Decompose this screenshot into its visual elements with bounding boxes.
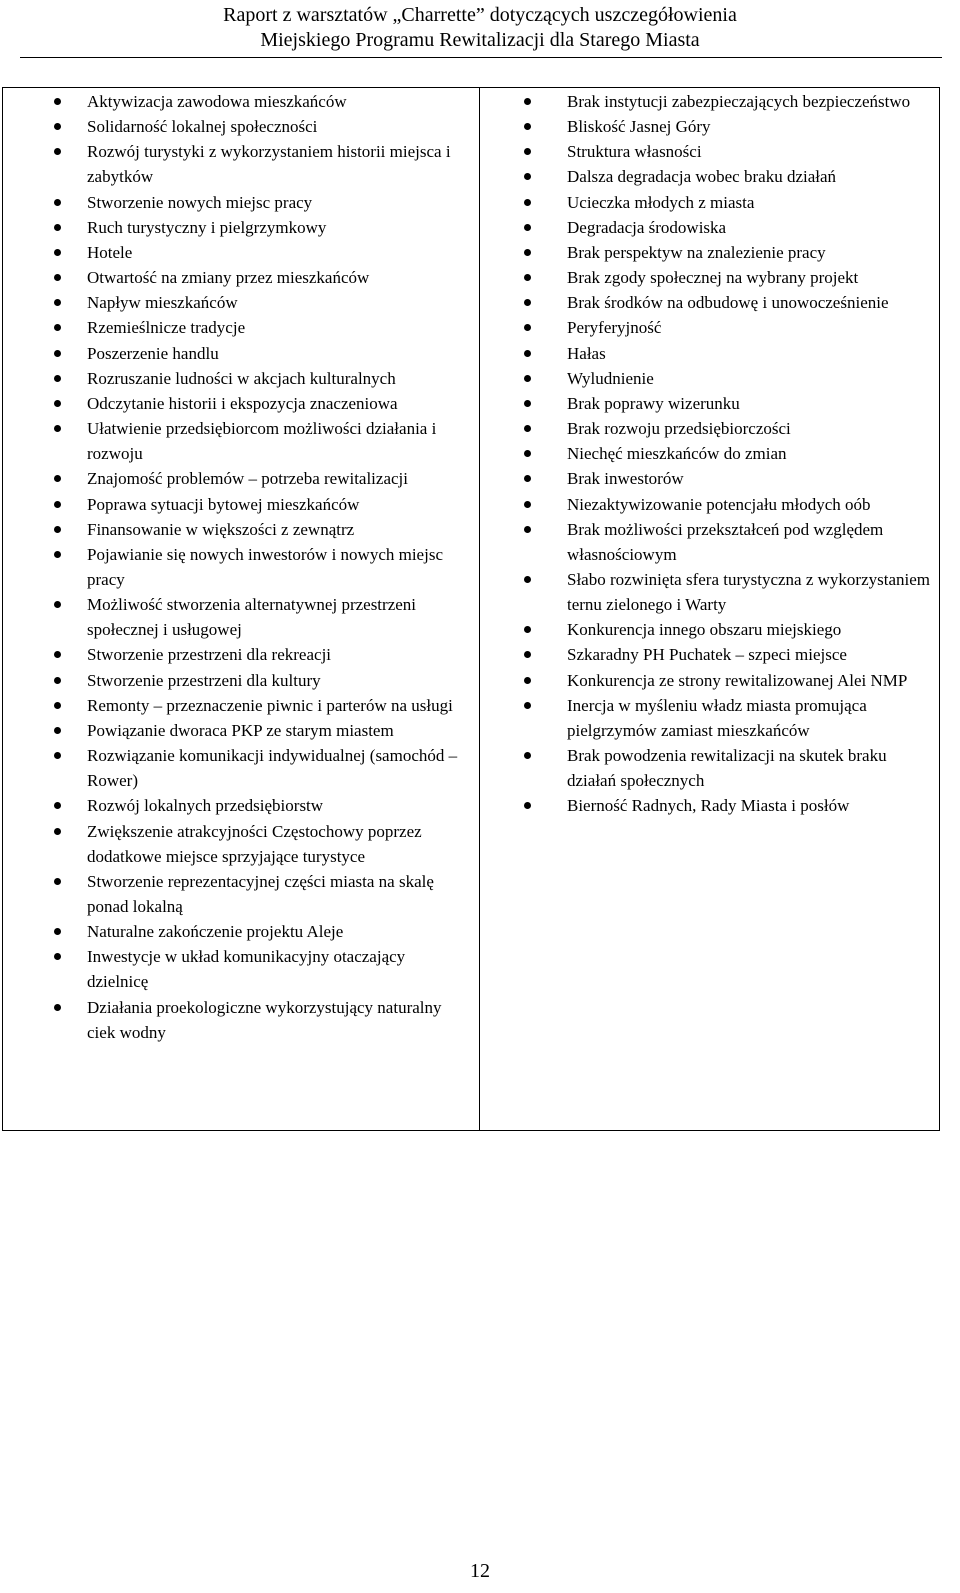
opportunity-item [3, 693, 477, 718]
list-item-text: Brak rozwoju przedsiębiorczości [567, 419, 791, 439]
bullet-icon [524, 324, 531, 331]
list-item-text: Słabo rozwinięta sfera turystyczna z wykorzystaniem ternu zielonego i Warty [567, 569, 931, 615]
bullet-icon [524, 148, 531, 155]
bullet-icon [54, 475, 61, 482]
bullet-icon [524, 475, 531, 482]
bullet-icon [524, 425, 531, 432]
threat-item [481, 416, 939, 441]
opportunity-item [3, 265, 477, 290]
threat-item [481, 492, 939, 517]
list-item-text: Powiązanie dworaca PKP ze starym miastem [87, 720, 394, 740]
threats-list [481, 88, 939, 819]
list-item-text: Naturalne zakończenie projektu Aleje [87, 922, 344, 942]
list-item-text: Hotele [87, 242, 133, 262]
threat-item [481, 517, 939, 567]
opportunity-item [3, 341, 477, 366]
bullet-icon [524, 450, 531, 457]
list-item-text: Pojawianie się nowych inwestorów i nowych miejsc pracy [87, 544, 443, 589]
opportunity-item [3, 919, 477, 944]
list-item-text: Znajomość problemów – potrzeba rewitalizacji [87, 469, 408, 489]
bullet-icon [524, 651, 531, 658]
list-item-text: Finansowanie w większości z zewnątrz [87, 519, 355, 539]
threat-item [481, 441, 939, 466]
list-item-text: Bierność Radnych, Rady Miasta i posłów [567, 796, 850, 816]
list-item-text: Ucieczka młodych z miasta [567, 192, 755, 212]
opportunity-item [3, 240, 477, 265]
bullet-icon [54, 526, 61, 533]
list-item-text: Rozwiązanie komunikacji indywidualnej (samochód – Rower) [87, 746, 458, 791]
threat-item [481, 341, 939, 366]
list-item-text: Napływ mieszkańców [87, 293, 238, 313]
opportunity-item [3, 517, 477, 542]
bullet-icon [524, 199, 531, 206]
list-item-text: Degradacja środowiska [567, 217, 727, 237]
bullet-icon [524, 123, 531, 130]
bullet-icon [524, 526, 531, 533]
bullet-icon [524, 299, 531, 306]
opportunity-item [3, 668, 477, 693]
opportunity-item [3, 416, 477, 466]
list-item-text: Inwestycje w układ komunikacyjny otaczający dzielnicę [87, 947, 406, 992]
list-item-text: Rozwój turystyki z wykorzystaniem historii miejsca i zabytków [87, 142, 451, 187]
list-item-text: Struktura własności [567, 142, 702, 162]
list-item-text: Ułatwienie przedsiębiorcom możliwości działania i rozwoju [87, 419, 437, 464]
list-item-text: Rozruszanie ludności w akcjach kulturalnych [87, 368, 396, 388]
list-item-text: Stworzenie nowych miejsc pracy [87, 192, 313, 212]
list-item-text: Stworzenie przestrzeni dla rekreacji [87, 645, 332, 665]
list-item-text: Brak zgody społecznej na wybrany projekt [567, 268, 859, 288]
opportunity-item [3, 944, 477, 994]
header-line-2: Miejskiego Programu Rewitalizacji dla Starego Miasta [260, 29, 700, 51]
threat-item [481, 290, 939, 315]
bullet-icon [524, 501, 531, 508]
list-item-text: Niezaktywizowanie potencjału młodych oób [567, 494, 871, 514]
list-item-text: Rzemieślnicze tradycje [87, 318, 246, 338]
bullet-icon [54, 224, 61, 231]
bullet-icon [54, 878, 61, 885]
opportunity-item [3, 642, 477, 667]
list-item-text: Brak perspektyw na znalezienie pracy [567, 242, 826, 262]
opportunity-item [3, 139, 477, 189]
list-item-text: Brak poprawy wizerunku [567, 393, 740, 413]
list-item-text: Stworzenie reprezentacyjnej części miasta na skalę ponad lokalną [87, 871, 434, 916]
bullet-icon [524, 274, 531, 281]
threat-item [481, 164, 939, 189]
bullet-icon [54, 702, 61, 709]
opportunity-item [3, 542, 477, 592]
list-item-text: Odczytanie historii i ekspozycja znaczeniowa [87, 393, 398, 413]
bullet-icon [54, 148, 61, 155]
list-item-text: Otwartość na zmiany przez mieszkańców [87, 268, 370, 288]
bullet-icon [54, 551, 61, 558]
column-divider [479, 88, 480, 1130]
bullet-icon [524, 350, 531, 357]
bullet-icon [54, 375, 61, 382]
list-item-text: Brak możliwości przekształceń pod względem własnościowym [567, 519, 884, 564]
list-item-text: Konkurencja innego obszaru miejskiego [567, 620, 842, 640]
opportunity-item [3, 995, 477, 1045]
opportunity-item [3, 391, 477, 416]
header-rule [20, 57, 942, 58]
page-number: 12 [470, 1560, 490, 1582]
bullet-icon [54, 1004, 61, 1011]
opportunity-item [3, 290, 477, 315]
bullet-icon [524, 626, 531, 633]
list-item-text: Brak instytucji zabezpieczających bezpieczeństwo [567, 92, 911, 111]
list-item-text: Konkurencja ze strony rewitalizowanej Alei NMP [567, 670, 908, 690]
swot-table [2, 87, 940, 1131]
bullet-icon [54, 828, 61, 835]
bullet-icon [54, 501, 61, 508]
list-item-text: Możliwość stworzenia alternatywnej przestrzeni społecznej i usługowej [87, 595, 417, 640]
threat-item [481, 693, 939, 743]
bullet-icon [54, 274, 61, 281]
list-item-text: Aktywizacja zawodowa mieszkańców [87, 92, 347, 111]
opportunity-item [3, 190, 477, 215]
bullet-icon [54, 727, 61, 734]
opportunity-item [3, 466, 477, 491]
opportunity-item [3, 718, 477, 743]
bullet-icon [54, 953, 61, 960]
bullet-icon [54, 98, 61, 105]
bullet-icon [524, 98, 531, 105]
list-item-text: Brak powodzenia rewitalizacji na skutek braku działań społecznych [567, 746, 887, 791]
threat-item [481, 89, 939, 114]
bullet-icon [524, 173, 531, 180]
list-item-text: Inercja w myśleniu władz miasta promująca pielgrzymów zamiast mieszkańców [567, 695, 867, 740]
bullet-icon [54, 928, 61, 935]
bullet-icon [54, 299, 61, 306]
bullet-icon [524, 224, 531, 231]
opportunity-item [3, 793, 477, 818]
list-item-text: Brak środków na odbudowę i unowocześnienie [567, 293, 889, 313]
threat-item [481, 567, 939, 617]
header-line-1: Raport z warsztatów „Charrette” dotyczących uszczegółowienia [223, 4, 737, 26]
threat-item [481, 617, 939, 642]
opportunity-item [3, 114, 477, 139]
bullet-icon [54, 425, 61, 432]
list-item-text: Bliskość Jasnej Góry [567, 117, 711, 137]
opportunity-item [3, 592, 477, 642]
list-item-text: Hałas [567, 343, 606, 363]
bullet-icon [524, 752, 531, 759]
threat-item [481, 315, 939, 340]
threat-item [481, 466, 939, 491]
list-item-text: Dalsza degradacja wobec braku działań [567, 167, 837, 187]
bullet-icon [54, 199, 61, 206]
threat-item [481, 190, 939, 215]
opportunity-item [3, 869, 477, 919]
threat-item [481, 265, 939, 290]
bullet-icon [54, 123, 61, 130]
bullet-icon [54, 400, 61, 407]
threat-item [481, 240, 939, 265]
list-item-text: Peryferyjność [567, 318, 662, 338]
list-item-text: Działania proekologiczne wykorzystujący naturalny ciek wodny [87, 997, 442, 1042]
bullet-icon [54, 350, 61, 357]
threat-item [481, 391, 939, 416]
list-item-text: Zwiększenie atrakcyjności Częstochowy poprzez dodatkowe miejsce sprzyjające turystyce [87, 821, 422, 866]
list-item-text: Remonty – przeznaczenie piwnic i parterów na usługi [87, 695, 453, 715]
opportunities-list [3, 88, 477, 1045]
list-item-text: Wyludnienie [567, 368, 654, 388]
list-item-text: Brak inwestorów [567, 469, 684, 489]
opportunity-item [3, 743, 477, 793]
opportunity-item [3, 315, 477, 340]
page-header [0, 3, 960, 53]
bullet-icon [54, 601, 61, 608]
opportunity-item [3, 492, 477, 517]
threat-item [481, 793, 939, 818]
bullet-icon [524, 677, 531, 684]
bullet-icon [524, 375, 531, 382]
bullet-icon [524, 400, 531, 407]
opportunity-item [3, 89, 477, 114]
list-item-text: Solidarność lokalnej społeczności [87, 117, 318, 137]
bullet-icon [54, 324, 61, 331]
list-item-text: Szkaradny PH Puchatek – szpeci miejsce [567, 645, 847, 665]
bullet-icon [524, 249, 531, 256]
bullet-icon [54, 752, 61, 759]
opportunity-item [3, 819, 477, 869]
list-item-text: Rozwój lokalnych przedsiębiorstw [87, 796, 324, 816]
threat-item [481, 642, 939, 667]
threat-item [481, 743, 939, 793]
bullet-icon [524, 702, 531, 709]
threat-item [481, 114, 939, 139]
bullet-icon [54, 249, 61, 256]
threat-item [481, 366, 939, 391]
bullet-icon [54, 677, 61, 684]
threat-item [481, 668, 939, 693]
threat-item [481, 215, 939, 240]
list-item-text: Stworzenie przestrzeni dla kultury [87, 670, 321, 690]
list-item-text: Niechęć mieszkańców do zmian [567, 444, 787, 464]
bullet-icon [524, 576, 531, 583]
list-item-text: Poszerzenie handlu [87, 343, 219, 363]
opportunity-item [3, 366, 477, 391]
list-item-text: Ruch turystyczny i pielgrzymkowy [87, 217, 327, 237]
bullet-icon [54, 802, 61, 809]
opportunity-item [3, 215, 477, 240]
threat-item [481, 139, 939, 164]
list-item-text: Poprawa sytuacji bytowej mieszkańców [87, 494, 360, 514]
bullet-icon [524, 802, 531, 809]
bullet-icon [54, 651, 61, 658]
